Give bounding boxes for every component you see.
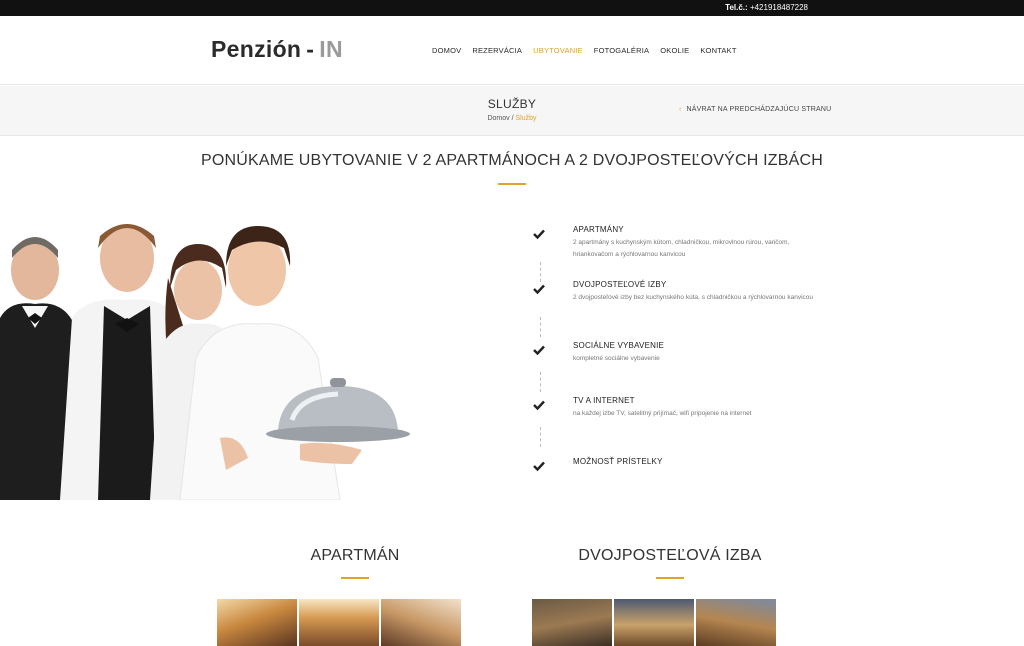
- page-title: SLUŽBY: [487, 97, 537, 111]
- accent-divider: [498, 183, 526, 185]
- accent-divider: [656, 577, 684, 579]
- breadcrumb: [0, 115, 1024, 122]
- nav-kontakt[interactable]: KONTAKT: [700, 46, 737, 55]
- nav-okolie[interactable]: OKOLIE: [660, 46, 690, 55]
- check-icon: [532, 282, 546, 296]
- nav-fotogaleria[interactable]: FOTOGALÉRIA: [593, 46, 650, 55]
- phone-label: Tel.č.:: [725, 3, 748, 12]
- accent-divider: [341, 577, 369, 579]
- nav-ubytovanie[interactable]: UBYTOVANIE: [533, 46, 583, 55]
- service-name: APARTMÁNY: [573, 225, 624, 234]
- back-link-label: NÁVRAT NA PREDCHÁDZAJÚCU STRANU: [686, 106, 832, 113]
- dashed-connector: [540, 262, 541, 282]
- check-icon: [532, 459, 546, 473]
- chevron-left-icon: ‹: [679, 106, 682, 113]
- site-header: [0, 16, 1024, 85]
- service-desc: 2 apartmány s kuchynským kútom, chladničkou, mikrovlnou rúrou, varičom, hriankovačom a rýchlovarnou kanvicou: [573, 239, 790, 258]
- izba-title: DVOJPOSTEĽOVÁ IZBA: [578, 547, 762, 564]
- apartman-photo[interactable]: [217, 599, 297, 646]
- check-icon: [532, 343, 546, 357]
- apartman-photo[interactable]: [381, 599, 461, 646]
- dashed-connector: [540, 427, 541, 447]
- breadcrumb-home[interactable]: Domov: [487, 115, 510, 122]
- apartman-title: APARTMÁN: [310, 547, 400, 564]
- izba-photo[interactable]: [532, 599, 612, 646]
- back-link[interactable]: [679, 106, 831, 113]
- services-headline: PONÚKAME UBYTOVANIE V 2 APARTMÁNOCH A 2 DVOJPOSTEĽOVÝCH IZBÁCH: [200, 152, 824, 169]
- logo-main: Penzión: [211, 36, 302, 62]
- service-name: TV A INTERNET: [573, 396, 635, 405]
- dashed-connector: [540, 317, 541, 337]
- logo-dash: -: [306, 36, 315, 62]
- breadcrumb-current: Služby: [515, 115, 537, 122]
- top-bar: [0, 0, 1024, 16]
- service-name: MOŽNOSŤ PRÍSTELKY: [573, 457, 663, 466]
- service-name: DVOJPOSTEĽOVÉ IZBY: [573, 280, 667, 289]
- logo-accent: IN: [319, 36, 343, 62]
- site-logo[interactable]: [211, 36, 343, 63]
- dashed-connector: [540, 372, 541, 392]
- check-icon: [532, 398, 546, 412]
- main-nav: [432, 46, 737, 55]
- page-title-bar: [0, 86, 1024, 136]
- staff-photo: [0, 208, 410, 500]
- service-desc: kompletné sociálne vybavenie: [573, 355, 660, 362]
- apartman-gallery: [217, 599, 461, 646]
- service-desc: 2 dvojposteľové izby bez kuchynského kúta, s chladničkou a rýchlovarnou kanvicou: [573, 294, 814, 301]
- apartman-photo[interactable]: [299, 599, 379, 646]
- izba-gallery: [532, 599, 776, 646]
- izba-photo[interactable]: [696, 599, 776, 646]
- service-name: SOCIÁLNE VYBAVENIE: [573, 341, 665, 350]
- breadcrumb-separator: /: [511, 115, 514, 122]
- nav-rezervacia[interactable]: REZERVÁCIA: [472, 46, 523, 55]
- phone-contact[interactable]: [725, 3, 808, 12]
- phone-number[interactable]: +421918487228: [749, 3, 808, 12]
- check-icon: [532, 227, 546, 241]
- izba-photo[interactable]: [614, 599, 694, 646]
- nav-domov[interactable]: DOMOV: [432, 46, 462, 55]
- service-desc: na každej izbe TV, satelitný prijímač, wifi pripojenie na internet: [573, 410, 752, 417]
